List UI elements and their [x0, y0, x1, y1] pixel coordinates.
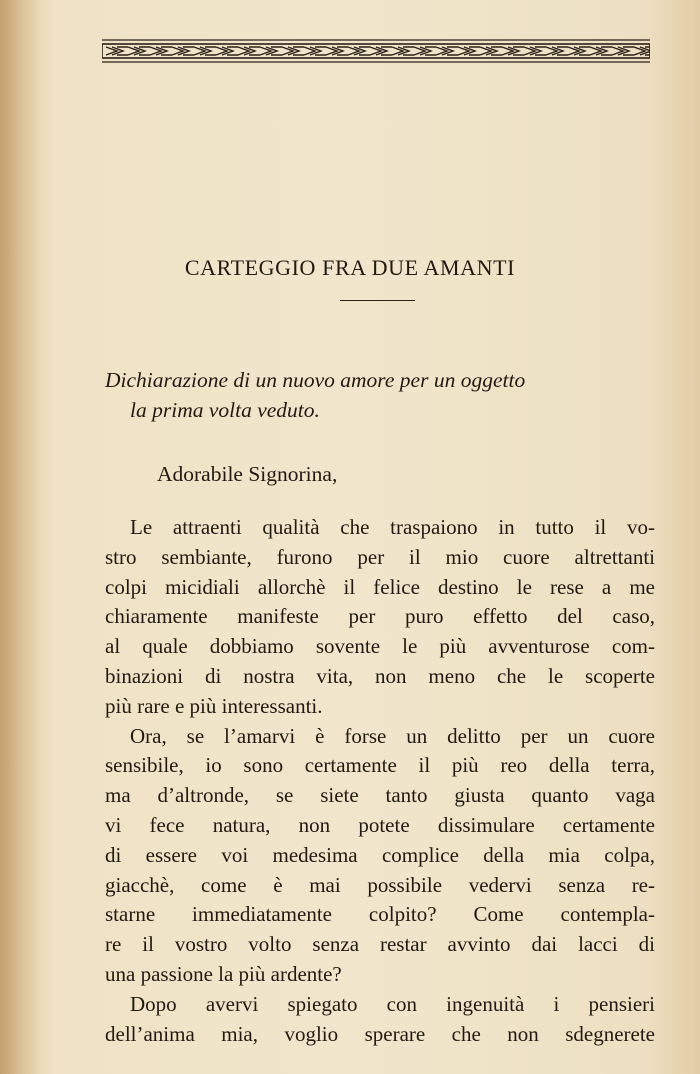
text-line: dell’anima mia, voglio sperare che non sdegnerete: [105, 1021, 655, 1046]
text-line: stro sembiante, furono per il mio cuore altrettanti: [105, 544, 655, 569]
letter-body: [105, 513, 655, 1049]
subtitle-line-1: Dichiarazione di un nuovo amore per un oggetto: [105, 368, 526, 392]
header-ornament: [102, 38, 650, 68]
binding-gutter: [0, 0, 40, 1074]
text-line: binazioni di nostra vita, non meno che le scoperte: [105, 663, 655, 688]
chapter-title: CARTEGGIO FRA DUE AMANTI: [184, 255, 516, 280]
text-line: ma d’altronde, se siete tanto giusta quanto vaga: [105, 783, 655, 808]
text-line: chiaramente manifeste per puro effetto del caso,: [105, 604, 655, 629]
salutation: Adorabile Signorina,: [157, 462, 338, 486]
text-line: di essere voi medesima complice della mia colpa,: [105, 842, 655, 867]
text-line: starne immediatamente colpito? Come contempla-: [105, 902, 655, 927]
text-line: giacchè, come è mai possibile vedervi senza re-: [105, 872, 655, 897]
letter-subtitle: [105, 365, 665, 425]
paragraph-1: [105, 513, 655, 722]
text-line: una passione la più ardente?: [105, 961, 342, 986]
paragraph-3: [105, 990, 655, 1050]
title-rule: [340, 300, 415, 301]
text-line: più rare e più interessanti.: [105, 693, 323, 718]
text-line: re il vostro volto senza restar avvinto dai lacci di: [105, 932, 655, 957]
paragraph-2: [105, 722, 655, 990]
text-line: al quale dobbiamo sovente le più avventurose com-: [105, 634, 655, 659]
text-line: Ora, se l’amarvi è forse un delitto per un cuore: [130, 723, 655, 748]
text-line: colpi micidiali allorchè il felice destino le rese a me: [105, 574, 655, 599]
text-line: Le attraenti qualità che traspaiono in tutto il vo-: [130, 515, 655, 539]
text-line: vi fece natura, non potete dissimulare certamente: [105, 812, 655, 837]
text-line: Dopo avervi spiegato con ingenuità i pensieri: [130, 991, 655, 1016]
subtitle-line-2: la prima volta veduto.: [130, 398, 320, 422]
text-line: sensibile, io sono certamente il più reo della terra,: [105, 753, 655, 778]
